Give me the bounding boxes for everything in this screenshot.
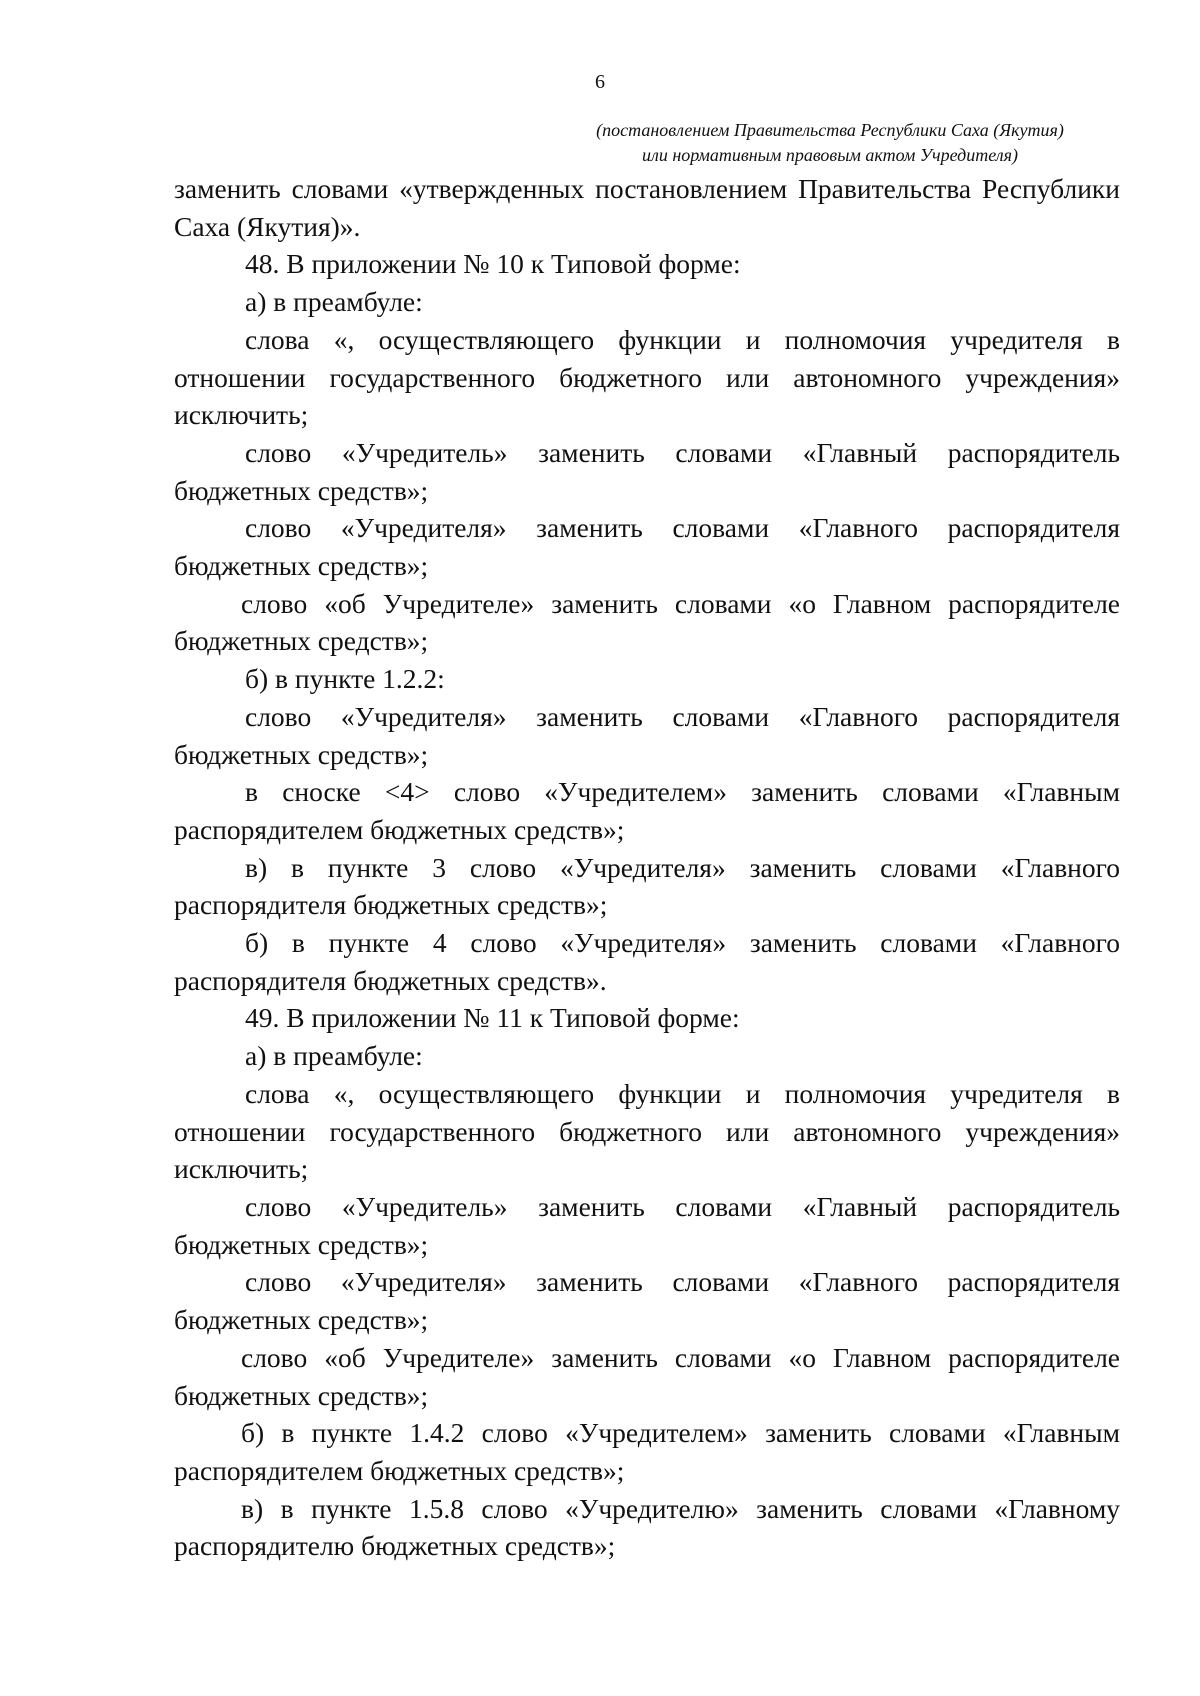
section-heading-48: 48. В приложении № 10 к Типовой форме: <box>245 248 741 280</box>
margin-note-line-2: или нормативным правовым актом Учредителя) <box>642 145 1018 165</box>
paragraph: слово «об Учредителе» заменить словами «о Главном распорядителе бюджетных средств»; <box>174 587 1120 657</box>
paragraph: слово «об Учредителе» заменить словами «о Главном распорядителе бюджетных средств»; <box>174 1341 1120 1411</box>
paragraph: слово «Учредителя» заменить словами «Главного распорядителя бюджетных средств»; <box>174 700 1120 770</box>
paragraph: б) в пункте 1.4.2 слово «Учредителем» заменить словами «Главным распорядителем бюджетных средств»; <box>174 1417 1120 1486</box>
page-number: 6 <box>595 71 605 93</box>
paragraph: а) в преамбуле: <box>245 286 423 318</box>
paragraph: слово «Учредитель» заменить словами «Главный распорядитель бюджетных средств»; <box>174 436 1120 506</box>
paragraph: б) в пункте 4 слово «Учредителя» заменить словами «Главного распорядителя бюджетных средств». <box>174 927 1120 996</box>
paragraph: в) в пункте 3 слово «Учредителя» заменить словами «Главного распорядителя бюджетных средств»; <box>174 851 1120 921</box>
paragraph: в сноске <4> слово «Учредителем» заменить словами «Главным распорядителем бюджетных средств»; <box>174 776 1120 845</box>
paragraph: а) в преамбуле: <box>245 1040 423 1072</box>
paragraph: заменить словами «утвержденных постановлением Правительства Республики Саха (Якутия)». <box>174 173 1120 242</box>
document-body <box>174 170 1120 1565</box>
paragraph: слово «Учредителя» заменить словами «Главного распорядителя бюджетных средств»; <box>174 1266 1120 1336</box>
paragraph: слово «Учредитель» заменить словами «Главный распорядитель бюджетных средств»; <box>174 1190 1120 1260</box>
paragraph: б) в пункте 1.2.2: <box>245 663 445 695</box>
paragraph: слова «, осуществляющего функции и полномочия учредителя в отношении государственного бюджетного или автономного учреждения» исключить; <box>174 1077 1120 1185</box>
margin-note-line-1: (постановлением Правительства Республики Саха (Якутия) <box>596 120 1064 140</box>
paragraph: слова «, осуществляющего функции и полномочия учредителя в отношении государственного бюджетного или автономного учреждения» исключить; <box>174 323 1120 431</box>
section-heading-49: 49. В приложении № 11 к Типовой форме: <box>245 1002 740 1034</box>
margin-note <box>560 118 1100 168</box>
paragraph: слово «Учредителя» заменить словами «Главного распорядителя бюджетных средств»; <box>174 512 1120 582</box>
paragraph: в) в пункте 1.5.8 слово «Учредителю» заменить словами «Главному распорядителю бюджетных средств»; <box>174 1492 1120 1562</box>
